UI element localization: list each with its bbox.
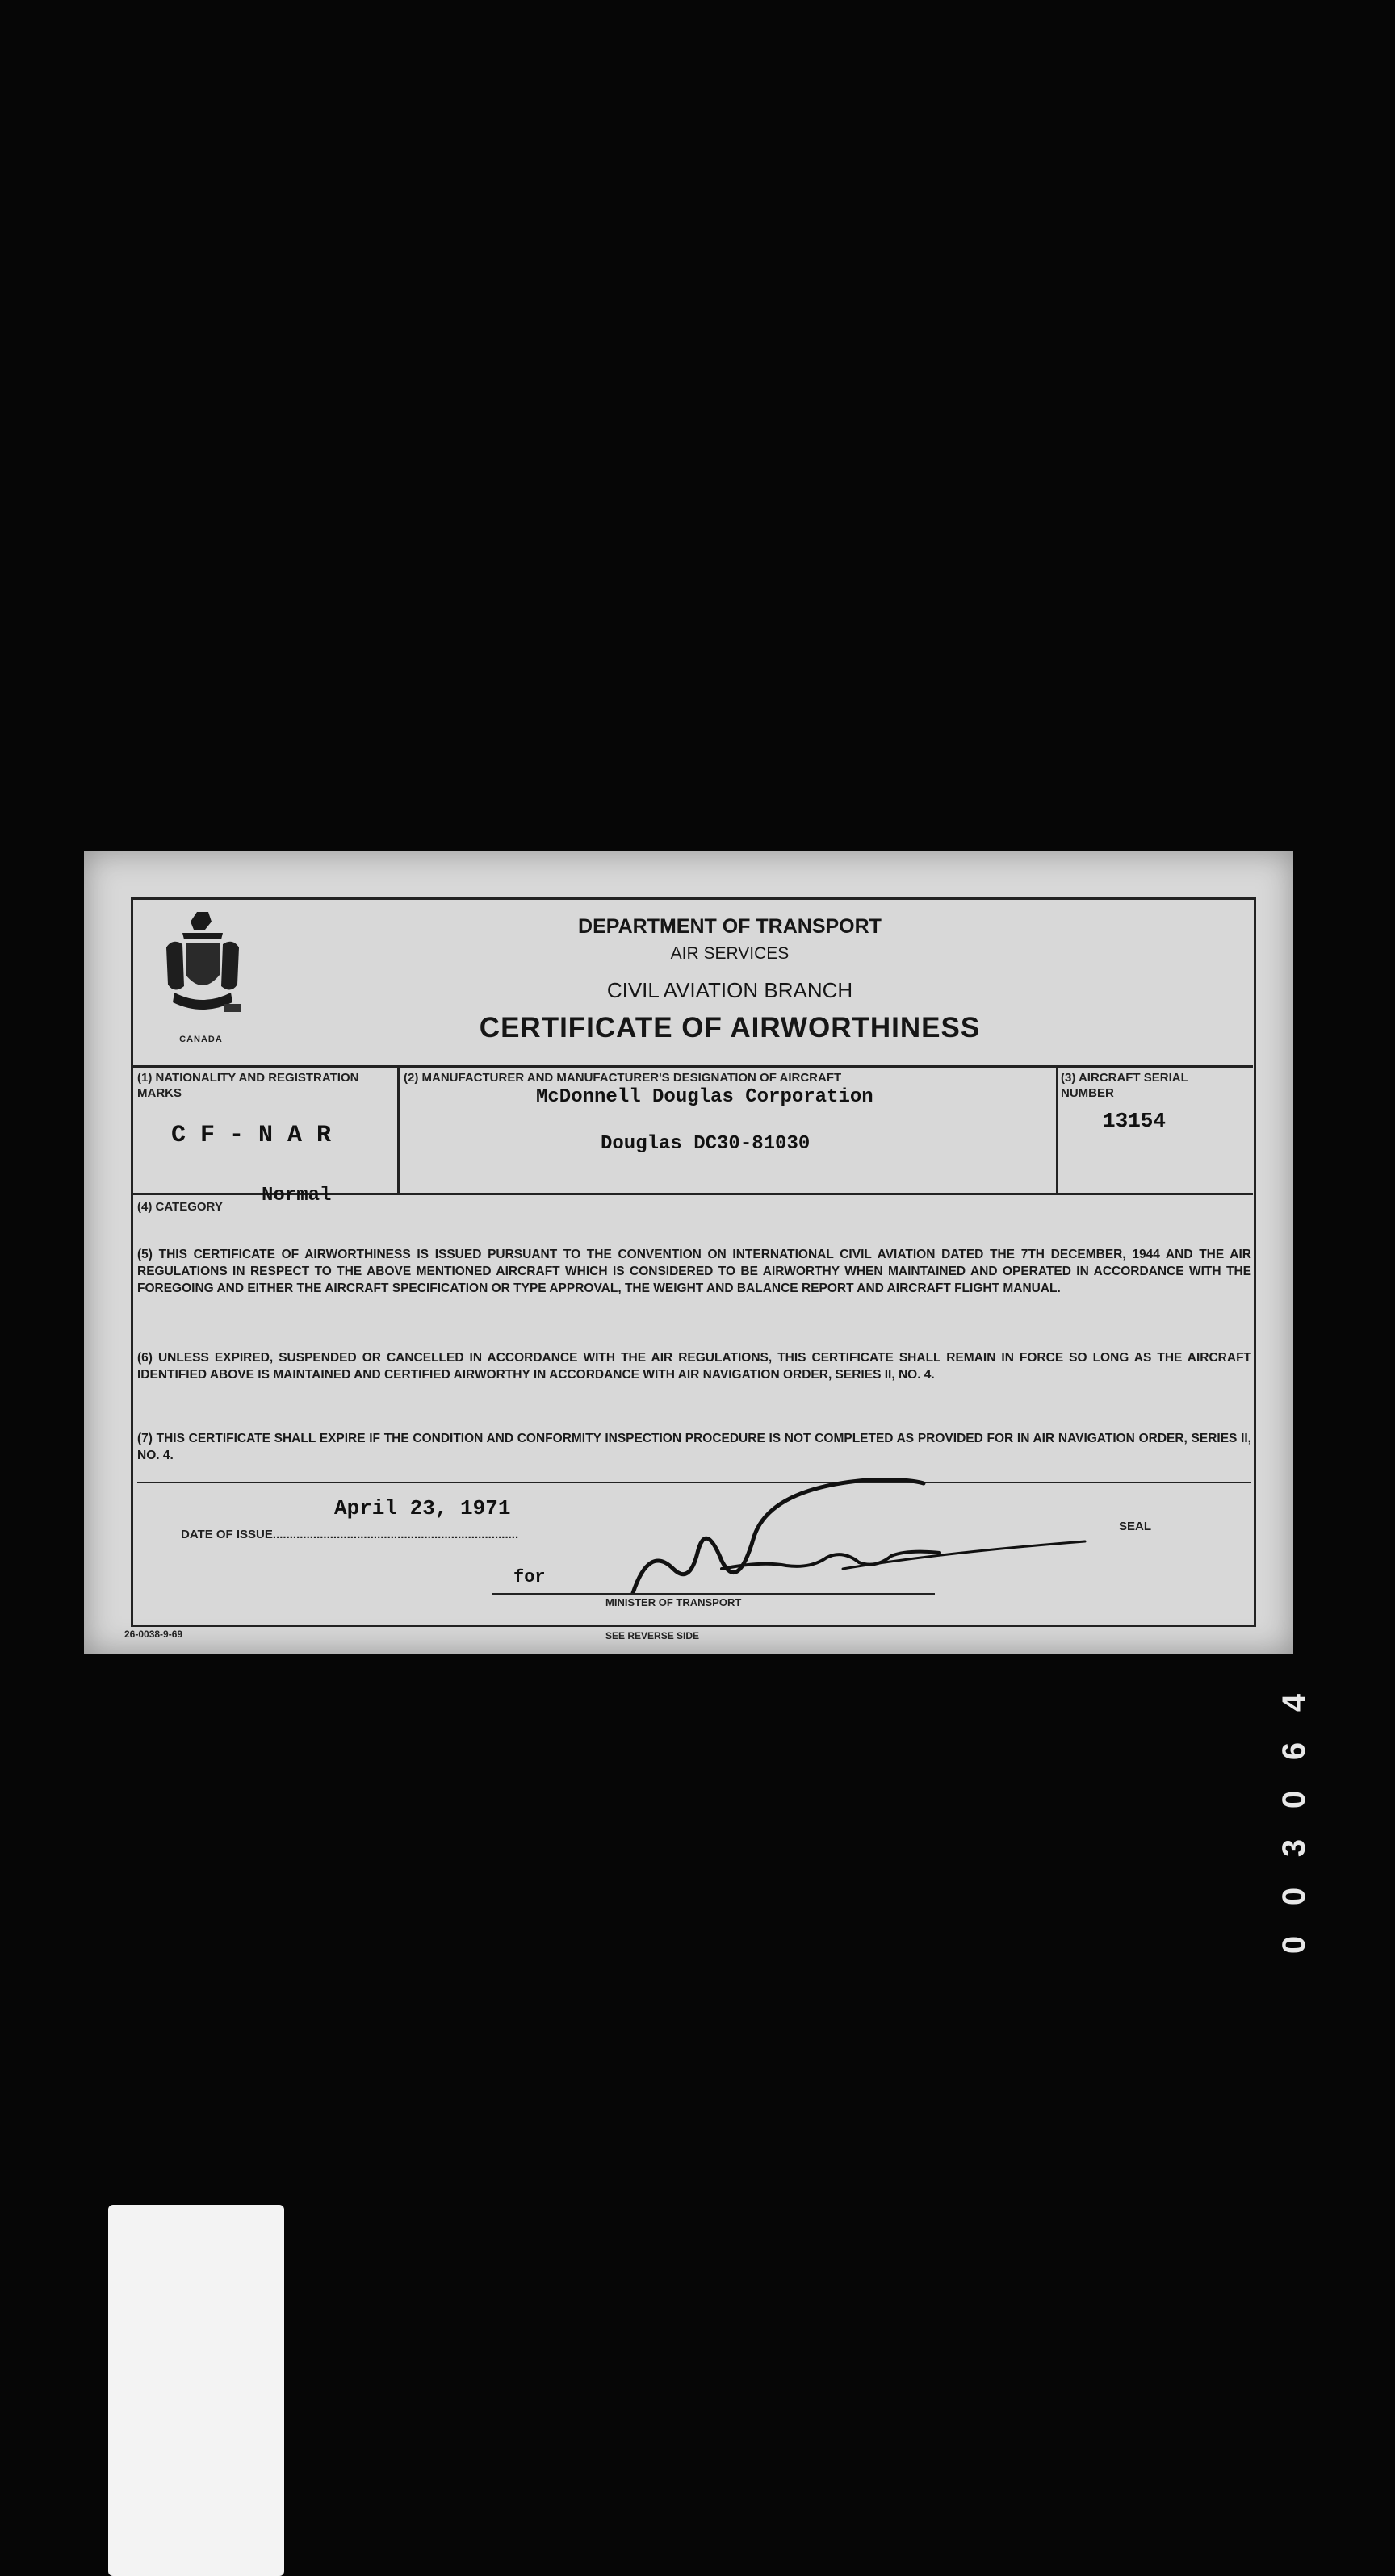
crest-caption: CANADA [179,1035,223,1044]
minister-label: MINISTER OF TRANSPORT [605,1596,742,1608]
frame-digit: 0 [1276,1790,1312,1809]
clause-5: (5) THIS CERTIFICATE OF AIRWORTHINESS IS ISSUED PURSUANT TO THE CONVENTION ON INTERNATIONAL CIVIL AVIATION DATED THE 7TH DECEMBER, 1944 AND THE AIR REGULATIONS IN RESPECT TO THE ABOVE MENTIONED AIRCRAFT WHICH IS CONSIDERED TO BE AIRWORTHY WHEN MAINTAINED AND OPERATED IN ACCORDANCE WITH THE FOREGOING AND EITHER THE AIRCRAFT SPECIFICATION OR TYPE APPROVAL, THE WEIGHT AND BALANCE REPORT AND AIRCRAFT FLIGHT MANUAL. [137,1248,1251,1295]
serial-value: 13154 [1103,1109,1167,1133]
frame-digit: 3 [1276,1838,1312,1858]
frame-digit: 0 [1276,1887,1312,1906]
date-of-issue-label: DATE OF ISSUE......................................................................... [181,1528,519,1541]
certificate-card [84,851,1293,1654]
serial-label: (3) AIRCRAFT SERIAL NUMBER [1061,1071,1188,1100]
branch-heading: CIVIL AVIATION BRANCH [606,978,853,1002]
clause-6: (6) UNLESS EXPIRED, SUSPENDED OR CANCELLED IN ACCORDANCE WITH THE AIR REGULATIONS, THIS CERTIFICATE SHALL REMAIN IN FORCE SO LONG AS THE AIRCRAFT IDENTIFIED ABOVE IS MAINTAINED AND CERTIFIED AIRWORTHY IN ACCORDANCE WITH AIR NAVIGATION ORDER, SERIES II, NO. 4. [137,1351,1251,1382]
coat-of-arms-icon [158,905,247,1027]
film-leader-strip [108,2205,284,2576]
department-heading: DEPARTMENT OF TRANSPORT [578,915,882,938]
services-heading: AIR SERVICES [670,944,790,963]
category-value: Normal [262,1185,332,1206]
designation-value: Douglas DC30-81030 [601,1133,811,1155]
form-number: 26-0038-9-69 [124,1629,183,1640]
nationality-value: C F - N A R [171,1122,332,1149]
nationality-label: (1) NATIONALITY AND REGISTRATION MARKS [137,1071,359,1100]
frame-digit: 6 [1276,1742,1312,1761]
category-label: (4) CATEGORY [137,1200,223,1214]
frame-digit: 4 [1276,1693,1312,1712]
divider-top [131,1065,1253,1068]
frame-number-stamp [1272,1679,1329,1977]
clause-7: (7) THIS CERTIFICATE SHALL EXPIRE IF THE CONDITION AND CONFORMITY INSPECTION PROCEDURE IS NOT COMPLETED AS PROVIDED FOR IN AIR NAVIGATION ORDER, SERIES II, NO. 4. [137,1432,1251,1462]
manufacturer-value: McDonnell Douglas Corporation [536,1086,873,1108]
divider-col-2 [1056,1065,1058,1194]
divider-col-1 [397,1065,400,1194]
frame-digit: 0 [1276,1935,1312,1955]
for-text: for [513,1567,546,1587]
minister-signature [601,1472,1117,1601]
date-of-issue-value: April 23, 1971 [334,1496,511,1520]
seal-label: SEAL [1119,1520,1152,1533]
certificate-title: CERTIFICATE OF AIRWORTHINESS [479,1012,981,1043]
see-reverse-side: SEE REVERSE SIDE [605,1630,700,1641]
manufacturer-label: (2) MANUFACTURER AND MANUFACTURER'S DESIGNATION OF AIRCRAFT [404,1071,842,1085]
